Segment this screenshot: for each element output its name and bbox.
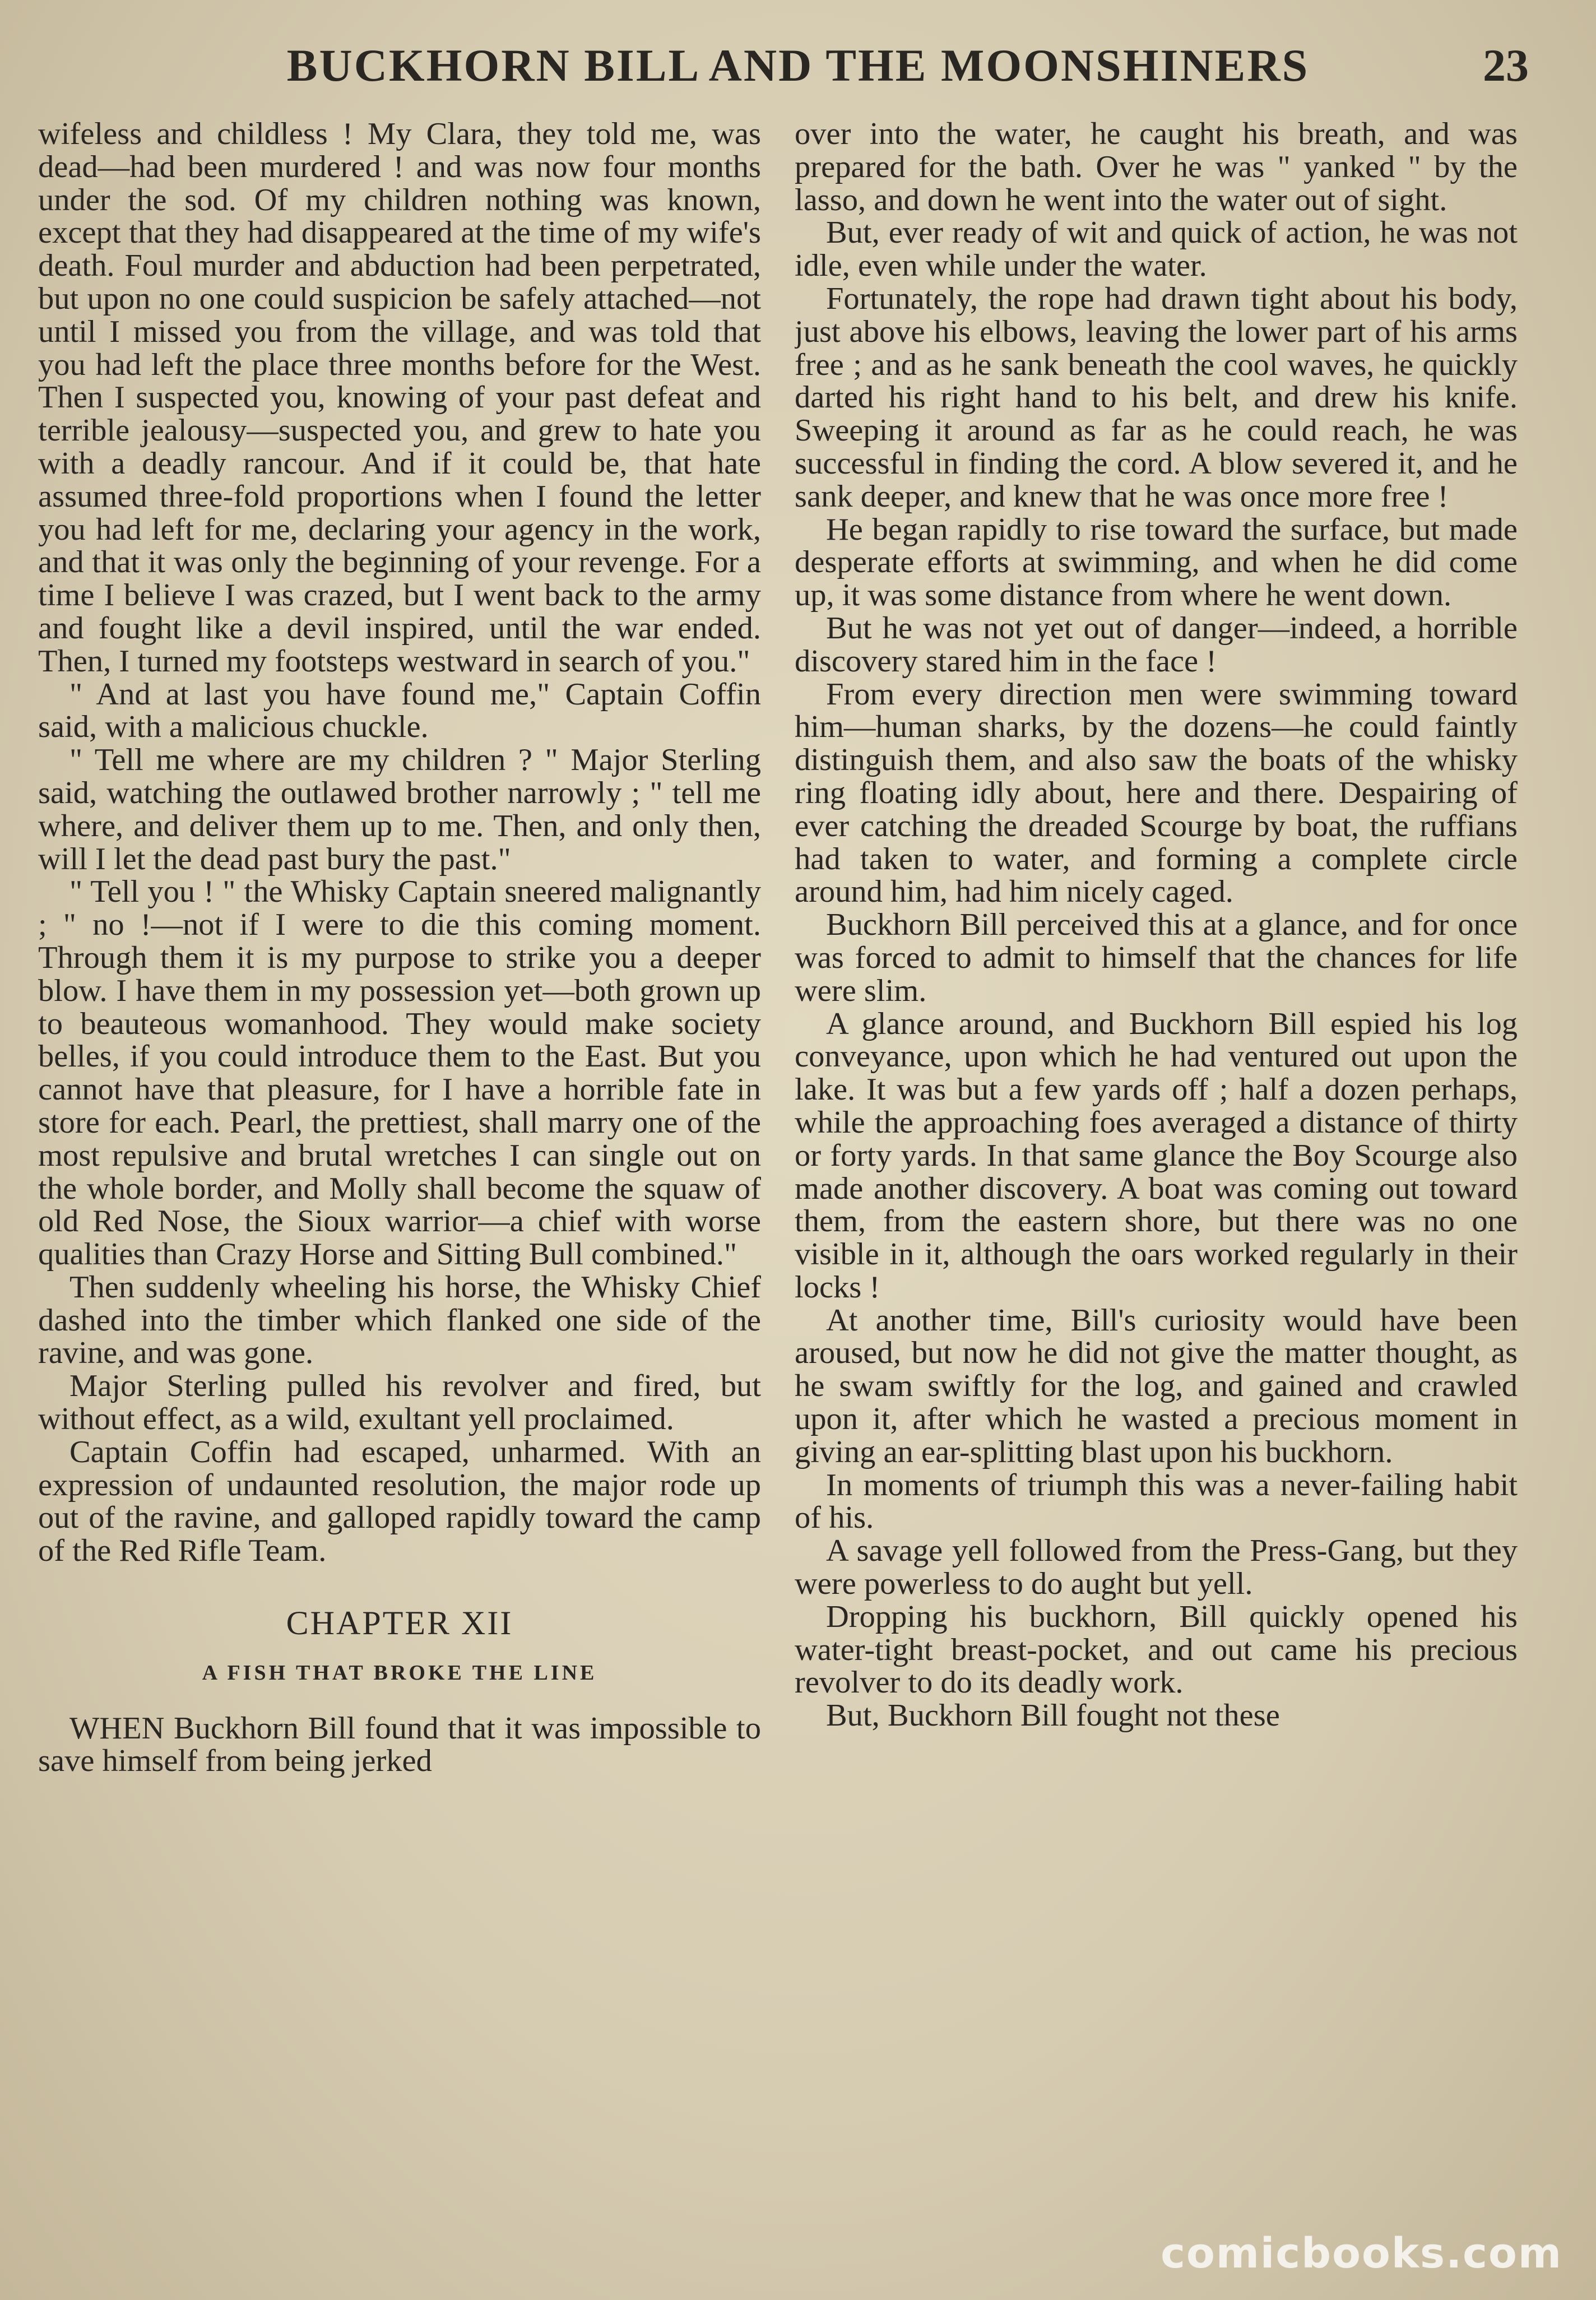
paragraph: But he was not yet out of danger—indeed, a horrible discovery stared him in the face ! bbox=[795, 610, 1518, 679]
paragraph: But, ever ready of wit and quick of action, he was not idle, even while under the water. bbox=[795, 215, 1518, 284]
paragraph: Buckhorn Bill perceived this at a glance, and for once was forced to admit to himself that the chances for life were slim. bbox=[795, 907, 1518, 1008]
running-head bbox=[45, 35, 1551, 96]
paragraph: Major Sterling pulled his revolver and fired, but without effect, as a wild, exultant yell proclaimed. bbox=[38, 1369, 761, 1437]
left-column bbox=[38, 118, 761, 2208]
paragraph: At another time, Bill's curiosity would have been aroused, but now he did not give the matter thought, as he swam swiftly for the log, and gained and crawled upon it, after which he wasted a precious moment in giving an ear-splitting blast upon his buckhorn. bbox=[795, 1302, 1518, 1469]
running-title: BUCKHORN BILL AND THE MOONSHINERS bbox=[286, 40, 1310, 91]
paragraph: Then suddenly wheeling his horse, the Whisky Chief dashed into the timber which flanked one side of the ravine, and was gone. bbox=[38, 1269, 761, 1371]
paragraph: Fortunately, the rope had drawn tight about his body, just above his elbows, leaving the lower part of his arms free ; and as he sank beneath the cool waves, he quickly darted his right hand to his belt, and drew his knife. Sweeping it around as far as he could reach, he was successful in finding the cord. A blow severed it, and he sank deeper, and knew that he was once more free ! bbox=[795, 281, 1518, 514]
paragraph: But, Buckhorn Bill fought not these bbox=[826, 1698, 1280, 1733]
paragraph: A glance around, and Buckhorn Bill espied his log conveyance, upon which he had ventured out upon the lake. It was but a few yards off ; half a dozen perhaps, while the approaching foes averaged a distance of thirty or forty yards. In that same glance the Boy Scourge also made another discovery. A boat was coming out toward them, from the eastern shore, but there was no one visible in it, although the oars worked regularly in their locks ! bbox=[795, 1006, 1518, 1305]
right-column bbox=[795, 118, 1518, 2208]
paragraph: Dropping his buckhorn, Bill quickly opened his water-tight breast-pocket, and out came his precious revolver to do its deadly work. bbox=[795, 1599, 1518, 1700]
paragraph: " And at last you have found me," Captain Coffin said, with a malicious chuckle. bbox=[38, 676, 761, 745]
paragraph: over into the water, he caught his breath, and was prepared for the bath. Over he was " yanked " by the lasso, and down he went into the water out of sight. bbox=[795, 118, 1518, 217]
chapter-opening-paragraph: WHEN Buckhorn Bill found that it was impossible to save himself from being jerked bbox=[38, 1710, 761, 1779]
watermark: comicbooks.com bbox=[1161, 2229, 1562, 2278]
paragraph: " Tell you ! " the Whisky Captain sneered malignantly ; " no !—not if I were to die this coming moment. Through them it is my purpose to strike you a deeper blow. I have them in my possession yet—both grown up to beauteous womanhood. They would make society belles, if you could introduce them to the East. But you cannot have that pleasure, for I have a horrible fate in store for each. Pearl, the prettiest, shall marry one of the most repulsive and brutal wretches I can single out on the whole border, and Molly shall become the squaw of old Red Nose, the Sioux warrior—a chief with worse qualities than Crazy Horse and Sitting Bull combined." bbox=[38, 874, 761, 1272]
paragraph: A savage yell followed from the Press-Gang, but they were powerless to do aught but yell. bbox=[795, 1533, 1518, 1602]
page-number: 23 bbox=[1483, 40, 1529, 91]
paragraph: Captain Coffin had escaped, unharmed. With an expression of undaunted resolution, the major rode up out of the ravine, and galloped rapidly toward the camp of the Red Rifle Team. bbox=[38, 1434, 761, 1569]
paragraph: He began rapidly to rise toward the surface, but made desperate efforts at swimming, and when he did come up, it was some distance from where he went down. bbox=[795, 512, 1518, 613]
paragraph: From every direction men were swimming toward him—human sharks, by the dozens—he could faintly distinguish them, and also saw the boats of the whisky ring floating idly about, here and there. Despairing of ever catching the dreaded Scourge by boat, the ruffians had taken to water, and forming a complete circle around him, had him nicely caged. bbox=[795, 676, 1518, 910]
paragraph: wifeless and childless ! My Clara, they told me, was dead—had been murdered ! and was now four months under the sod. Of my children nothing was known, except that they had disappeared at the time of my wife's death. Foul murder and abduction had been perpetrated, but upon no one could suspicion be safely attached—not until I missed you from the village, and was told that you had left the place three months before for the West. Then I suspected you, knowing of your past defeat and terrible jealousy—suspected you, and grew to hate you with a deadly rancour. And if it could be, that hate assumed three-fold proportions when I found the letter you had left for me, declaring your agency in the work, and that it was only the beginning of your revenge. For a time I believe I was crazed, but I went back to the army and fought like a devil inspired, until the war ended. Then, I turned my footsteps westward in search of you." bbox=[38, 118, 761, 679]
chapter-heading: CHAPTER XII bbox=[286, 1605, 513, 1642]
chapter-subtitle: A FISH THAT BROKE THE LINE bbox=[202, 1661, 597, 1685]
paragraph: In moments of triumph this was a never-failing habit of his. bbox=[795, 1467, 1518, 1536]
paragraph: " Tell me where are my children ? " Major Sterling said, watching the outlawed brother narrowly ; " tell me where, and deliver them up to me. Then, and only then, will I let the dead past bury the past." bbox=[38, 743, 761, 877]
